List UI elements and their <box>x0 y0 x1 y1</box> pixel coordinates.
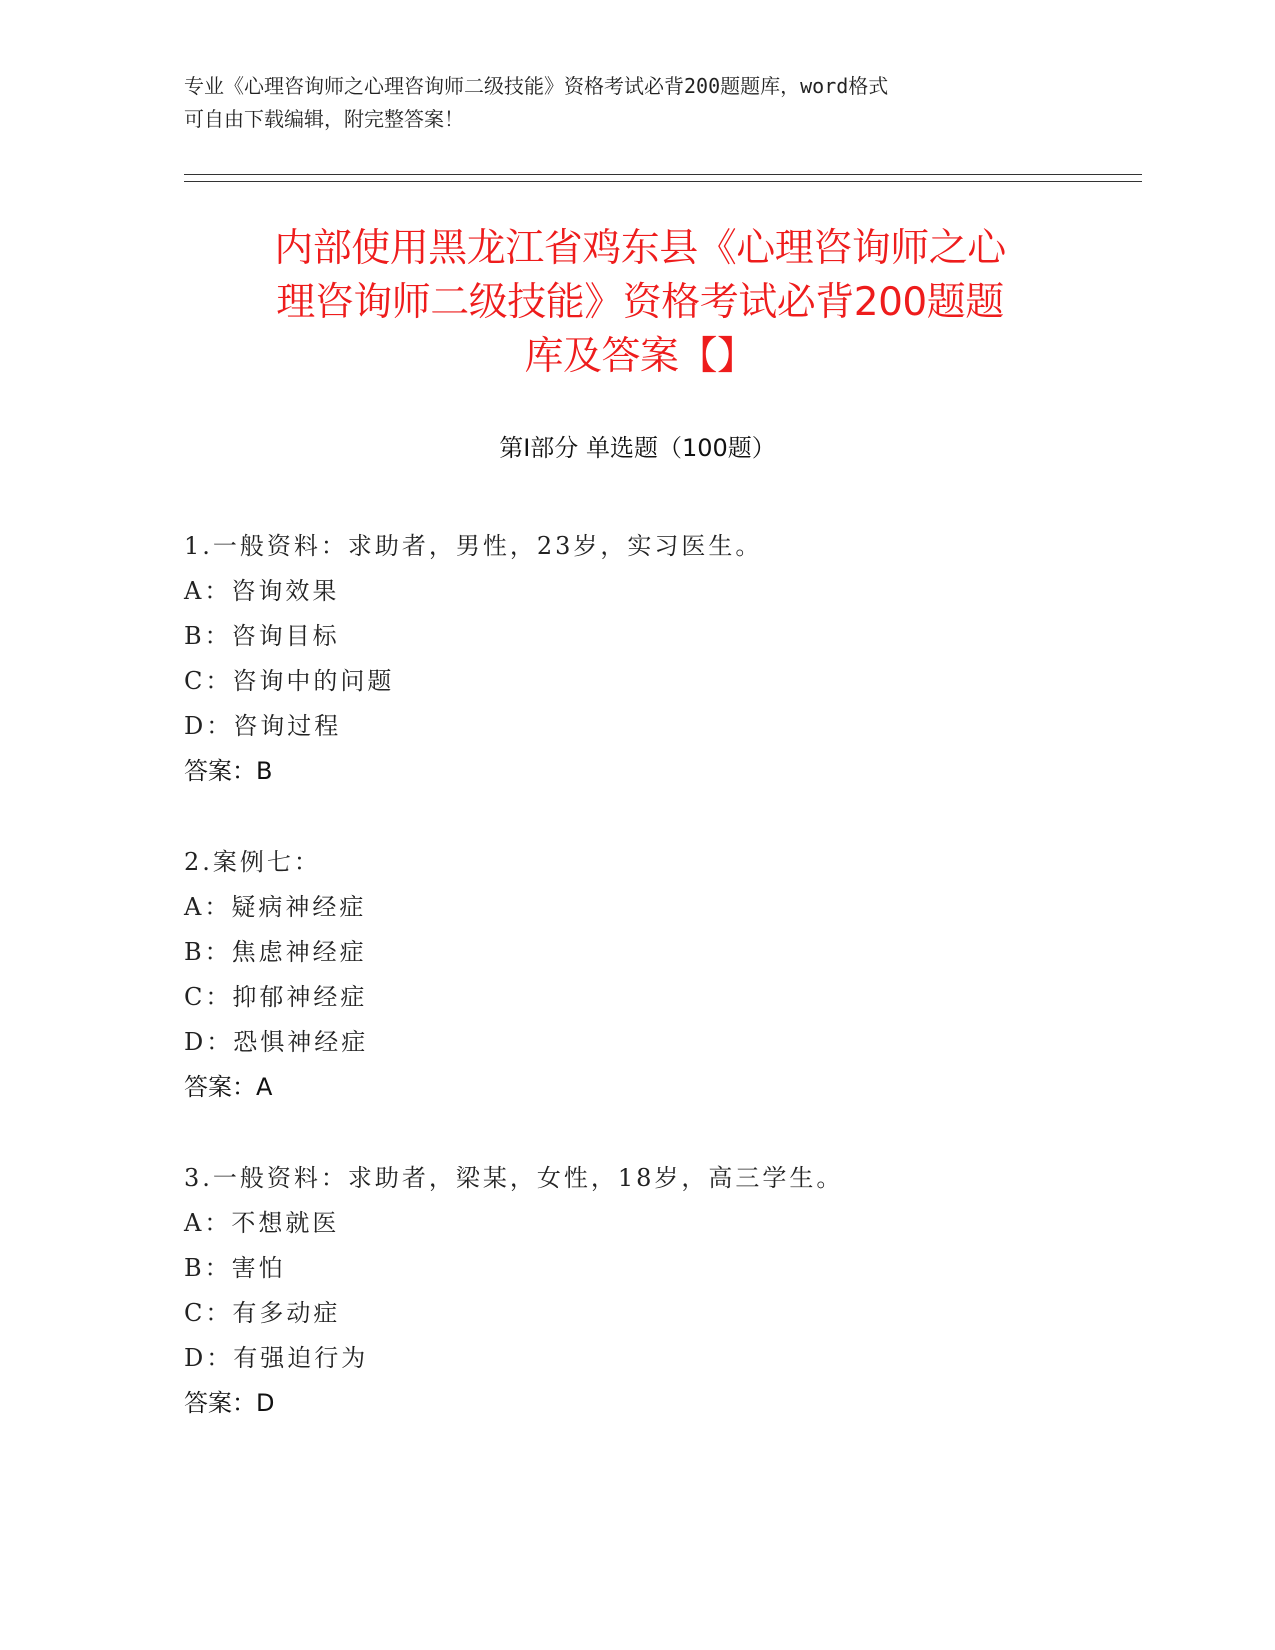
option-b: B：咨询目标 <box>184 622 340 650</box>
answer-text: 答案：A <box>184 1073 273 1101</box>
document-title <box>190 222 1090 384</box>
document-title-line-3: 库及答案【】 <box>524 334 756 379</box>
question-stem: 1.一般资料：求助者，男性，23岁，实习医生。 <box>184 532 763 560</box>
option-a: A：疑病神经症 <box>184 893 367 921</box>
option-b: B：焦虑神经症 <box>184 938 367 966</box>
header-divider-thin <box>184 181 1142 182</box>
header-note-line-1: 专业《心理咨询师之心理咨询师二级技能》资格考试必背200题题库，word格式 <box>184 74 889 98</box>
question-3 <box>184 1156 1084 1426</box>
option-b: B：害怕 <box>184 1254 286 1282</box>
document-title-line-2: 理咨询师二级技能》资格考试必背200题题 <box>276 280 1004 325</box>
header-note-line-2: 可自由下载编辑，附完整答案！ <box>184 107 464 131</box>
question-stem: 2.案例七： <box>184 848 321 876</box>
option-c: C：有多动症 <box>184 1299 341 1327</box>
option-c: C：抑郁神经症 <box>184 983 368 1011</box>
question-1 <box>184 524 1084 794</box>
option-a: A：咨询效果 <box>184 577 340 605</box>
header-note <box>184 70 1064 136</box>
question-2 <box>184 840 1084 1110</box>
option-d: D：有强迫行为 <box>184 1344 369 1372</box>
question-stem: 3.一般资料：求助者，梁某，女性，18岁，高三学生。 <box>184 1164 844 1192</box>
option-a: A：不想就医 <box>184 1209 340 1237</box>
answer-text: 答案：B <box>184 757 273 785</box>
answer-text: 答案：D <box>184 1389 275 1417</box>
document-title-line-1: 内部使用黑龙江省鸡东县《心理咨询师之心 <box>274 226 1006 271</box>
option-d: D：咨询过程 <box>184 712 342 740</box>
header-divider-thick <box>184 174 1142 175</box>
option-c: C：咨询中的问题 <box>184 667 395 695</box>
section-title: 第Ⅰ部分 单选题（100题） <box>499 434 776 462</box>
option-d: D：恐惧神经症 <box>184 1028 369 1056</box>
